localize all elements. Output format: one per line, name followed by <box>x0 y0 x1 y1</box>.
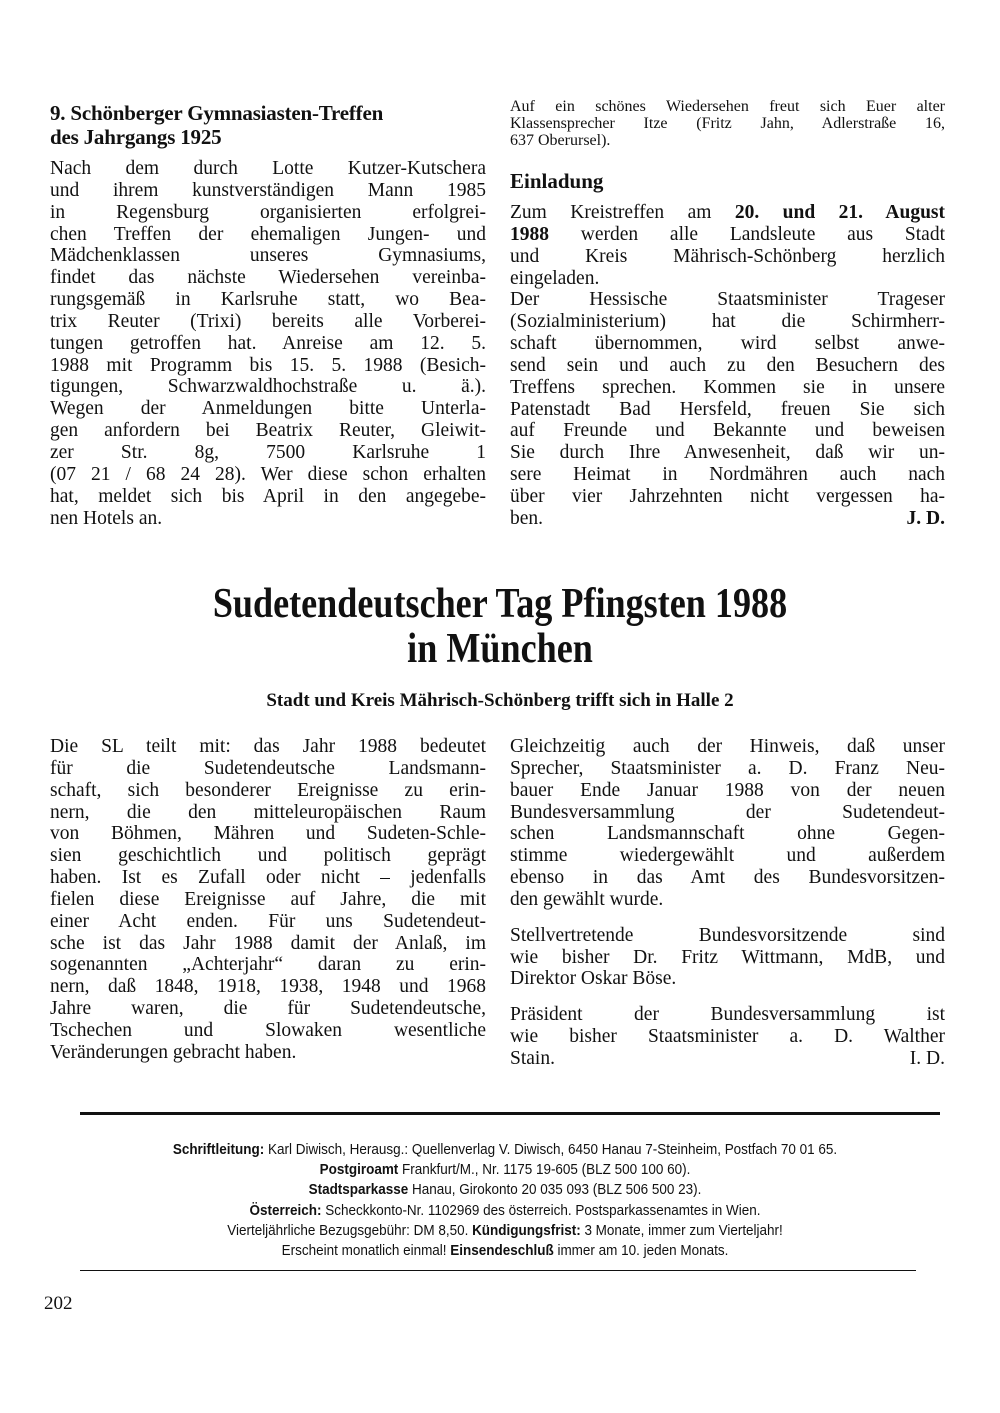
line-text: einer Acht enden. Für uns Sudetendeut- <box>50 910 486 932</box>
text-line <box>510 311 945 333</box>
text-line <box>50 202 486 224</box>
text-segment: werden alle Landsleute aus Stadt <box>549 223 945 245</box>
line-text <box>510 202 945 223</box>
text-segment: 3 Monate, immer zum Vierteljahr! <box>580 1222 783 1239</box>
line-text: gen anfordern bei Beatrix Reuter, Gleiwit- <box>50 420 486 442</box>
line-text: Tschechen und Slowaken wesentliche <box>50 1019 486 1041</box>
text-line <box>50 976 486 998</box>
text-line <box>50 780 486 802</box>
text-line <box>50 845 486 867</box>
imprint-line <box>73 1180 938 1200</box>
imprint-line <box>73 1201 938 1221</box>
line-text: zer Str. 8g, 7500 Karlsruhe 1 <box>50 441 486 463</box>
text-line <box>50 180 486 202</box>
text-line <box>510 802 945 824</box>
text-line <box>510 464 945 486</box>
text-line <box>50 954 486 976</box>
text-segment: Erscheint monatlich einmal! <box>281 1243 451 1260</box>
line-text: schen Landsmannschaft ohne Gegen- <box>510 823 945 845</box>
author-signature: I. D. <box>909 1047 945 1069</box>
paragraph <box>510 736 945 911</box>
line-text: (Sozialministerium) hat die Schirmherr- <box>510 311 945 333</box>
line-text: sogenannten „Achterjahr“ daran zu erin- <box>50 954 486 976</box>
text-line <box>50 267 486 289</box>
text-line <box>50 355 486 377</box>
text-line <box>510 845 945 867</box>
line-text: von Böhmen, Mähren und Sudeten-Schle- <box>50 823 486 845</box>
text-line <box>510 780 945 802</box>
line-text: haben. Ist es Zufall oder nicht – jedenfalls <box>50 867 486 889</box>
text-segment: Vierteljährliche Bezugsgebühr: DM 8,50. <box>227 1222 473 1239</box>
line-text: wie bisher Staatsminister a. D. Walther <box>510 1026 945 1048</box>
text-line <box>510 508 945 530</box>
school-reunion-heading <box>50 101 486 149</box>
line-text: schaft, sich besonderer Ereignisse zu erin- <box>50 779 486 801</box>
line-text: eingeladen. <box>510 267 600 289</box>
text-line <box>510 867 945 889</box>
paragraph <box>50 736 486 1064</box>
invitation-body <box>510 202 945 530</box>
line-text: den gewählt wurde. <box>510 888 664 910</box>
footer-top-rule <box>80 1112 940 1115</box>
line-text: und Kreis Mährisch-Schönberg herzlich <box>510 245 945 267</box>
school-reunion-body <box>50 158 486 529</box>
line-text: schaft übernommen, wird selbst anwe- <box>510 333 945 355</box>
line-text: fielen diese Ereignisse auf Jahre, die mit <box>50 888 486 910</box>
text-line <box>510 823 945 845</box>
heading-line: 9. Schönberger Gymnasiasten-Treffen <box>50 101 384 125</box>
article-right-column <box>510 736 945 1084</box>
line-text: Der Hessische Staatsminister Trageser <box>510 289 945 311</box>
text-line <box>50 823 486 845</box>
footer-bottom-rule <box>80 1270 916 1271</box>
line-text: und ihrem kunstverständigen Mann 1985 <box>50 179 486 201</box>
text-line <box>510 246 945 268</box>
text-line <box>510 736 945 758</box>
bold-segment: 1988 <box>510 223 549 245</box>
text-line <box>510 333 945 355</box>
line-text: trix Reuter (Trixi) bereits alle Vorberei- <box>50 310 486 332</box>
text-line <box>50 998 486 1020</box>
text-segment: Zum Kreistreffen am <box>510 202 735 223</box>
text-line <box>50 758 486 780</box>
text-line <box>50 398 486 420</box>
reunion-closing-note <box>510 98 945 149</box>
line-text: findet das nächste Wiedersehen vereinba- <box>50 267 486 289</box>
text-line: Klassensprecher Itze (Fritz Jahn, Adlerstraße 16, <box>510 115 945 132</box>
line-text: hat, meldet sich bis April in den angegebe- <box>50 485 486 507</box>
text-line <box>510 202 945 224</box>
publisher-imprint <box>73 1140 938 1261</box>
line-text: Stellvertretende Bundesvorsitzende sind <box>510 924 945 946</box>
text-line <box>510 889 945 911</box>
line-text: Treffens sprechen. Kommen sie in unsere <box>510 376 945 398</box>
text-line <box>510 355 945 377</box>
line-text: Gleichzeitig auch der Hinweis, daß unser <box>510 736 945 757</box>
line-text: stimme wiedergewählt und außerdem <box>510 845 945 867</box>
paragraph <box>510 202 945 530</box>
text-line <box>50 508 486 530</box>
text-line <box>510 1048 945 1070</box>
article-left-column <box>50 736 486 1078</box>
text-line <box>50 486 486 508</box>
text-line <box>50 442 486 464</box>
text-line <box>50 420 486 442</box>
bold-segment: Stadtsparkasse <box>308 1182 409 1199</box>
text-line <box>510 1004 945 1026</box>
line-text: Wegen der Anmeldungen bitte Unterla- <box>50 398 486 420</box>
line-text: ebenso in das Amt des Bundesvorsitzen- <box>510 867 945 889</box>
heading-line: des Jahrgangs 1925 <box>50 125 222 149</box>
imprint-line <box>73 1140 938 1160</box>
text-line <box>510 1026 945 1048</box>
text-line: Auf ein schönes Wiedersehen freut sich Euer alter <box>510 98 945 115</box>
imprint-line <box>73 1221 938 1241</box>
line-text: Jahre waren, die für Sudetendeutsche, <box>50 998 486 1020</box>
line-text: send sein und auch zu den Besuchern des <box>510 354 945 376</box>
article-title <box>70 582 930 672</box>
article-school-reunion <box>50 101 486 543</box>
bold-segment: Postgiroamt <box>319 1162 399 1179</box>
bold-segment: Österreich: <box>249 1202 322 1219</box>
title-line: in München <box>407 626 593 672</box>
line-text: Die SL teilt mit: das Jahr 1988 bedeutet <box>50 736 486 757</box>
paragraph <box>50 158 486 529</box>
line-text: Direktor Oskar Böse. <box>510 968 677 990</box>
text-line <box>510 486 945 508</box>
text-line <box>50 158 486 180</box>
text-line <box>510 268 945 290</box>
author-signature: J. D. <box>906 507 945 529</box>
text-line <box>50 311 486 333</box>
text-segment: Karl Diwisch, Herausg.: Quellenverlag V. Diwisch, 6450 Hanau 7-Steinheim, Postfach 70 01 65. <box>264 1142 838 1158</box>
text-line <box>510 399 945 421</box>
line-text: sche ist das Jahr 1988 damit der Anlaß, im <box>50 932 486 954</box>
line-text <box>510 224 945 245</box>
text-segment: Frankfurt/M., Nr. 1175 19-605 (BLZ 500 100 60). <box>398 1162 691 1179</box>
line-text: chen Treffen der ehemaligen Jungen- und <box>50 223 486 245</box>
line-text: nern, die den mitteleuropäischen Raum <box>50 801 486 823</box>
line-text: über vier Jahrzehnten nicht vergessen ha- <box>510 485 945 507</box>
line-text: wie bisher Dr. Fritz Wittmann, MdB, und <box>510 946 945 968</box>
line-text: nen Hotels an. <box>50 507 163 529</box>
text-line <box>510 377 945 399</box>
line-text: Veränderungen gebracht haben. <box>50 1041 297 1063</box>
line-text: Stain. <box>510 1047 555 1069</box>
bold-segment: Schriftleitung: <box>172 1142 265 1158</box>
text-segment: Scheckkonto-Nr. 1102969 des österreich. Postsparkassenamtes in Wien. <box>321 1202 761 1219</box>
text-line <box>50 1020 486 1042</box>
line-text: Patenstadt Bad Hersfeld, freuen Sie sich <box>510 398 945 420</box>
title-line: Sudetendeutscher Tag Pfingsten 1988 <box>212 581 788 627</box>
line-text: Präsident der Bundesversammlung ist <box>510 1004 945 1026</box>
text-line <box>50 464 486 486</box>
text-line <box>50 1042 486 1064</box>
text-line <box>50 736 486 758</box>
line-text: in Regensburg organisierten erfolgrei- <box>50 201 486 223</box>
text-line <box>50 933 486 955</box>
line-text: tigungen, Schwarzwaldhochstraße u. ä.). <box>50 376 486 398</box>
text-segment: immer am 10. jeden Monats. <box>553 1243 729 1260</box>
text-line <box>510 968 945 990</box>
line-text: Mädchenklassen unseres Gymnasiums, <box>50 245 486 267</box>
line-text: ben. <box>510 507 544 529</box>
bold-segment: Kündigungsfrist: <box>472 1222 581 1239</box>
text-line <box>50 911 486 933</box>
article-invitation <box>510 98 945 544</box>
line-text: sere Heimat in Nordmähren auch nach <box>510 464 945 486</box>
text-line <box>50 889 486 911</box>
line-text: Bundesversammlung der Sudetendeut- <box>510 801 945 823</box>
paragraph <box>510 1004 945 1070</box>
line-text: auf Freunde und Bekannte und beweisen <box>510 420 945 442</box>
text-line <box>510 925 945 947</box>
text-line <box>50 289 486 311</box>
imprint-line <box>73 1241 938 1261</box>
bold-segment: 20. und 21. August <box>734 202 945 223</box>
text-line <box>50 802 486 824</box>
paragraph <box>510 925 945 991</box>
text-line <box>50 224 486 246</box>
text-line <box>510 289 945 311</box>
text-line <box>50 333 486 355</box>
line-text: bauer Ende Januar 1988 von der neuen <box>510 779 945 801</box>
text-line <box>50 376 486 398</box>
text-line <box>510 224 945 246</box>
line-text: tungen getroffen hat. Anreise am 12. 5. <box>50 332 486 354</box>
line-text: (07 21 / 68 24 28). Wer diese schon erhalten <box>50 463 486 485</box>
page-number: 202 <box>44 1293 73 1314</box>
text-line <box>50 867 486 889</box>
text-line <box>510 947 945 969</box>
text-line <box>510 420 945 442</box>
line-text: nern, daß 1848, 1918, 1938, 1948 und 1968 <box>50 976 486 998</box>
line-text: Sprecher, Staatsminister a. D. Franz Neu- <box>510 757 945 779</box>
line-text: für die Sudetendeutsche Landsmann- <box>50 757 486 779</box>
line-text: rungsgemäß in Karlsruhe statt, wo Bea- <box>50 289 486 311</box>
invitation-heading: Einladung <box>510 169 604 193</box>
text-line: 637 Oberursel). <box>510 132 611 149</box>
line-text: 1988 mit Programm bis 15. 5. 1988 (Besich- <box>50 354 486 376</box>
text-segment: Hanau, Girokonto 20 035 093 (BLZ 506 500 23). <box>408 1182 702 1199</box>
imprint-line <box>73 1160 938 1180</box>
text-line <box>510 442 945 464</box>
line-text: Sie durch Ihre Anwesenheit, daß wir un- <box>510 442 945 464</box>
line-text: Nach dem durch Lotte Kutzer-Kutschera <box>50 158 486 179</box>
text-line <box>50 245 486 267</box>
line-text: sien geschichtlich und politisch geprägt <box>50 845 486 867</box>
bold-segment: Einsendeschluß <box>450 1243 554 1260</box>
text-line <box>510 758 945 780</box>
article-subtitle: Stadt und Kreis Mährisch-Schönberg trifft sich in Halle 2 <box>266 690 734 711</box>
